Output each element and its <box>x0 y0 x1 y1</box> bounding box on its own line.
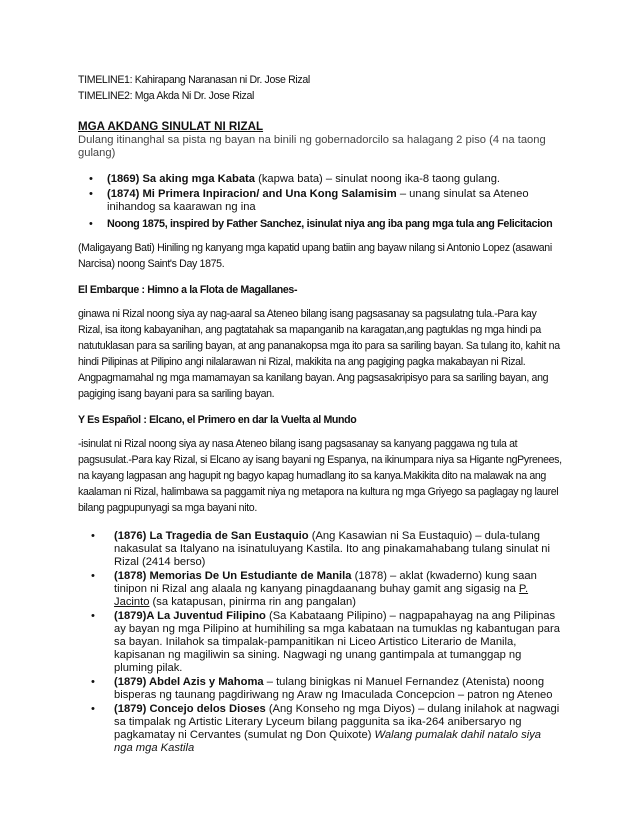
list-item <box>78 188 562 214</box>
work-description: – tulang binigkas ni Manuel Fernandez (Atenista) noong bisperas ng taunang pagdiriwang ng Araw ng Imaculada Concepcion – patron ng Ateneo <box>114 676 553 701</box>
work-note: Walang pumalak dahil natalo siya nga mga Kastila <box>114 729 542 754</box>
paragraph-maligayang-bati: (Maligayang Bati) Hiniling ng kanyang mga kapatid upang batiin ang bayaw nilang si Antonio Lopez (asawani Narcisa) noong Saint's Day 1875. <box>78 242 552 270</box>
work-title: (1879) Abdel Azis y Mahoma <box>114 676 264 688</box>
list-item <box>78 173 562 186</box>
work-title: (1878) Memorias De Un Estudiante de Manila <box>114 570 352 582</box>
list-item <box>78 530 562 569</box>
list-item <box>78 216 562 232</box>
author-pseudonym: P. Jacinto <box>114 583 529 608</box>
section-subheading: Dulang itinanghal sa pista ng bayan na binili ng gobernadorcilo sa halagang 2 piso (4 na taong gulang) <box>78 134 546 159</box>
work-title: Noong 1875, inspired by Father Sanchez, isinulat niya ang iba pang mga tula ang Felicitacion <box>107 218 553 230</box>
section-text-y-es-espanol: -isinulat ni Rizal noong siya ay nasa Ateneo bilang isang pagsasanay sa kanyang paggawa ng tula at pagsusulat.-Para kay Rizal, si Elcano ay isang bayani ng Espanya, na ikinumpara niya sa Higante ngPyrenees, na kayang lagpasan ang hagupit ng bagyo kapag humadlang ito sa kanya.Makikita dito na malawak na ang kaalaman ni Rizal, halimbawa sa paggamit niya ng metapora na kultura ng mga Griyego sa paglagay ng laurel bilang pagpupunyagi sa mga bayani nito. <box>78 438 562 514</box>
work-title: (1876) La Tragedia de San Eustaquio <box>114 530 309 542</box>
list-item <box>78 570 562 609</box>
section-title-el-embarque: El Embarque : Himno a la Flota de Magallanes- <box>78 284 298 296</box>
list-item <box>78 676 562 702</box>
work-title: (1874) Mi Primera Inpiracion/ and Una Kong Salamisim <box>107 188 397 200</box>
works-list-later <box>78 530 562 755</box>
bullet-icon: • <box>91 610 95 622</box>
work-description: (kapwa bata) – sinulat noong ika-8 taong gulang. <box>254 173 501 185</box>
bullet-icon: • <box>91 570 95 582</box>
timeline-2: TIMELINE2: Mga Akda Ni Dr. Jose Rizal <box>78 90 255 102</box>
bullet-icon: • <box>89 188 93 200</box>
bullet-icon: • <box>89 173 93 185</box>
work-description: (Sa Kabataang Pilipino) – nagpapahayag na ang Pilipinas ay bayan ng mga Pilipino at humihiling sa mga kabataan na tumuklas ng kabantugan para sa bayan. Inilahok sa timpalak-pampanitikan ni Liceo Artistico Literario de Manila, kapisanan ng magiliwin sa sining. Nagwagi ng unang gantimpala at tumanggap ng pluming pilak. <box>114 610 560 674</box>
list-item <box>78 610 562 675</box>
work-description-end: (sa katapusan, pinirma rin ang pangalan) <box>149 596 356 608</box>
document-page <box>78 72 562 756</box>
work-title: (1879)A La Juventud Filipino <box>114 610 266 622</box>
bullet-icon: • <box>89 218 93 230</box>
work-description: (Ang Konseho ng mga Diyos) – dulang inilahok at nagwagi sa timpalak ng Artistic Literary Lyceum bilang paggunita sa ika-264 anibersaryo ng pagkamatay ni Cervantes (sumulat ng Don Quixote) <box>114 703 560 741</box>
timeline-1: TIMELINE1: Kahirapang Naranasan ni Dr. Jose Rizal <box>78 74 310 86</box>
work-description: (Ang Kasawian ni Sa Eustaquio) – dula-tulang nakasulat sa Italyano na isinatuluyang Kastila. Ito ang pinakamahabang tulang sinulat ni Rizal (2414 berso) <box>114 530 550 568</box>
section-text-el-embarque: ginawa ni Rizal noong siya ay nag-aaral sa Ateneo bilang isang pagsasanay sa pagsulatng tula.-Para kay Rizal, isa itong kabayanihan, ang pagtatahak sa mapanganib na karagatan,ang pagtuklas ng mga hindi pa natutuklasan para sa sariling bayan, at ang pananakopsa mga ito para sa sariling bayan. Sa tulang ito, kahit na hindi Pilipinas at Pilipino angi nilalarawan ni Rizal, makikita na ang pagiging pagka makabayan ni Rizal. Angpagmamahal ng mga mamamayan sa kanilang bayan. Ang pagsasakripisyo para sa sariling bayan, ang pagiging isang bayani para sa sariling bayan. <box>78 308 560 400</box>
work-description: (1878) – aklat (kwaderno) kung saan tinipon ni Rizal ang alaala ng kanyang pinagdaanang buhay gamit ang sigasig na <box>114 570 537 595</box>
bullet-icon: • <box>91 703 95 715</box>
work-description: – unang sinulat sa Ateneo inihandog sa kaarawan ng ina <box>107 188 529 213</box>
bullet-icon: • <box>91 530 95 542</box>
section-heading: MGA AKDANG SINULAT NI RIZAL <box>78 120 264 133</box>
list-item <box>78 703 562 755</box>
bullet-icon: • <box>91 676 95 688</box>
work-title: (1879) Concejo delos Dioses <box>114 703 266 715</box>
work-title: (1869) Sa aking mga Kabata <box>107 173 255 185</box>
works-list-early <box>78 173 562 232</box>
section-title-y-es-espanol: Y Es Español : Elcano, el Primero en dar la Vuelta al Mundo <box>78 414 357 426</box>
